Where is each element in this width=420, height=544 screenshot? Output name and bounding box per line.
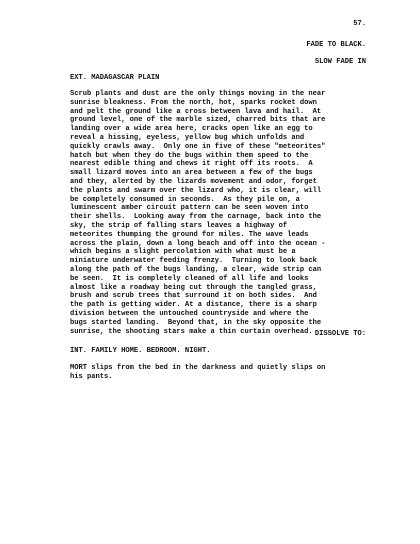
action-paragraph: Scrub plants and dust are the only things moving in the near sunrise bleakness. From the north, hot, sparks rocket down and pelt the ground like a cross between lava and hail. At ground level, one of the marble sized, charred bits that are landing over a wide area here, cracks open like an egg to reveal a hissing, eyeless, yellow bug which unfolds and quickly crawls away. Only one in five of these "meteorites" hatch but when they do the bugs within them speed to the nearest edible thing and chews it right off its roots. A small lizard moves into an area between a few of the bugs and they, alerted by the lizards movement and odor, forget the plants and swarm over the lizard who, it is clear, will be completely consumed in seconds. As they pile on, a luminescent amber circuit pattern can be seen woven into their shells. Looking away from the carnage, back into the sky, the strip of falling stars leaves a highway of meteorites thumping the ground for miles. The wave leads across the plain, down a long beach and off into the ocean - which begins a slight percolation with what must be a miniature underwater feeding frenzy. Turning to look back along the path of the bugs landing, a clear, wide strip can be seen. It is completely cleaned of all life and looks almost like a roadway being cut through the tangled grass, brush and scrub trees that surround it on both sides. And the path is getting wider. At a distance, there is a sharp division between the untouched countryside and where the bugs started landing. Beyond that, in the sky opposite the sunrise, the shooting stars make a thin curtain overhead. [70, 90, 326, 336]
scene-heading: EXT. MADAGASCAR PLAIN [70, 74, 160, 82]
transition-dissolve-to: DISSOLVE TO: [314, 330, 366, 338]
scene-heading: INT. FAMILY HOME. BEDROOM. NIGHT. [70, 347, 211, 355]
page-number: 57. [353, 20, 366, 28]
action-paragraph: MORT slips from the bed in the darkness and quietly slips on his pants. [70, 364, 326, 381]
transition-slow-fade-in: SLOW FADE IN [314, 58, 366, 66]
transition-fade-to-black: FADE TO BLACK. [306, 41, 366, 49]
